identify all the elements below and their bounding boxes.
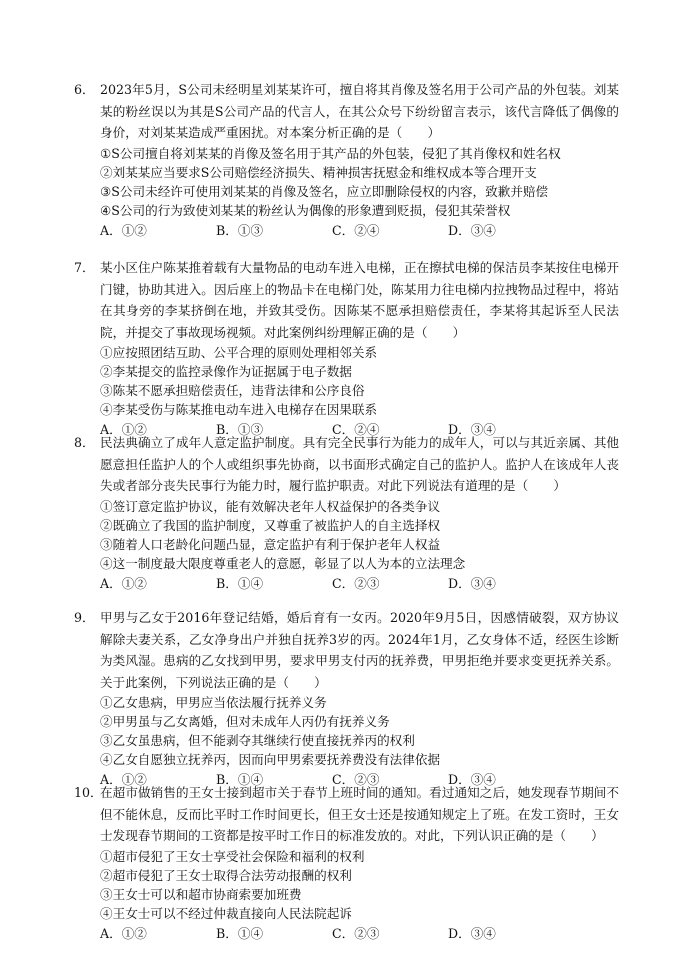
choice-b: B．①③ <box>216 222 264 238</box>
option-1: ①S公司擅自将刘某某的肖像及签名用于其产品的外包装，侵犯了其肖像权和姓名权 <box>100 145 561 161</box>
option-3: ③随着人口老龄化问题凸显，意定监护有利于保护老年人权益 <box>100 536 441 552</box>
option-2: ②甲男虽与乙女离婚，但对未成年人丙仍有抚养义务 <box>100 714 390 730</box>
question-stem: 某小区住户陈某推着载有大量物品的电动车进入电梯，正在擦拭电梯的保洁员李某按住电梯开门键，协助其进入。因后座上的物品卡在电梯门处，陈某用力往电梯内拉拽物品过程中，将站在其身旁的李某挤倒在地，并致其受伤。因陈某不愿承担赔偿责任，李某将其起诉至人民法院，并提交了事故现场视频。对此案例纠纷理解正确的是（ ） <box>100 260 619 340</box>
choice-c: C．②③ <box>332 925 380 941</box>
choice-a: A．①② <box>100 222 147 238</box>
choice-a: A．①② <box>100 772 147 788</box>
option-4: ④李某受伤与陈某推电动车进入电梯存在因果联系 <box>100 402 378 418</box>
option-3: ③乙女虽患病，但不能剥夺其继续行使直接抚养丙的权利 <box>100 733 415 749</box>
question-number: 8． <box>74 435 95 450</box>
option-1: ①超市侵犯了王女士享受社会保险和福利的权利 <box>100 848 365 864</box>
choice-d: D．③④ <box>448 422 496 438</box>
question-stem: 2023年5月，S公司未经明星刘某某许可，擅自将其肖像及签名用于公司产品的外包装。刘某某的粉丝误以为其是S公司产品的代言人，在其公众号下纷纷留言表示，该代言降低了偶像的身价，对刘某某造成严重困扰。对本案分析正确的是（ ） <box>100 82 619 141</box>
choice-d: D．③④ <box>448 925 496 941</box>
question-9 <box>74 607 619 790</box>
option-2: ②刘某某应当要求S公司赔偿经济损失、精神损害抚慰金和维权成本等合理开支 <box>100 164 537 180</box>
question-stem: 在超市做销售的王女士接到超市关于春节上班时间的通知。看过通知之后，她发现春节期间不但不能休息，反而比平时工作时间更长，但王女士还是按通知规定上了班。在发工资时，王女士发现春节期间的工资都是按平时工作日的标准发放的。对此，下列认识正确的是（ ） <box>100 785 619 844</box>
choice-a: A．①② <box>100 925 147 941</box>
option-1: ①签订意定监护协议，能有效解决老年人权益保护的各类争议 <box>100 498 441 514</box>
choice-b: B．①③ <box>216 422 264 438</box>
option-4: ④S公司的行为致使刘某某的粉丝认为偶像的形象遭到贬损，侵犯其荣誉权 <box>100 202 511 218</box>
choice-c: C．②③ <box>332 772 380 788</box>
choice-c: C．②③ <box>332 575 380 591</box>
question-number: 10． <box>74 785 103 800</box>
answer-choices <box>100 924 619 944</box>
option-2: ②超市侵犯了王女士取得合法劳动报酬的权利 <box>100 867 352 883</box>
question-stem: 甲男与乙女于2016年登记结婚，婚后育有一女丙。2020年9月5日，因感情破裂，双方协议解除夫妻关系，乙女净身出户并独自抚养3岁的丙。2024年1月，乙女身体不适，经医生诊断为类风湿。患病的乙女找到甲男，要求甲男支付丙的抚养费，甲男拒绝并要求变更抚养关系。关于此案例，下列说法正确的是（ ） <box>100 610 619 690</box>
question-number: 6． <box>74 82 95 97</box>
question-number: 9． <box>74 610 95 625</box>
option-4: ④乙女自愿独立抚养丙，因而向甲男索要抚养费没有法律依据 <box>100 752 441 768</box>
option-3: ③陈某不愿承担赔偿责任，违背法律和公序良俗 <box>100 383 365 399</box>
choice-d: D．③④ <box>448 222 496 238</box>
choice-c: C．②④ <box>332 222 380 238</box>
option-2: ②李某提交的监控录像作为证据属于电子数据 <box>100 364 352 380</box>
option-2: ②既确立了我国的监护制度，又尊重了被监护人的自主选择权 <box>100 517 441 533</box>
choice-c: C．②④ <box>332 422 380 438</box>
choice-d: D．③④ <box>448 772 496 788</box>
question-8 <box>74 432 619 594</box>
option-3: ③S公司未经许可使用刘某某的肖像及签名，应立即删除侵权的内容，致歉并赔偿 <box>100 183 549 199</box>
option-4: ④王女士可以不经过仲裁直接向人民法院起诉 <box>100 905 352 921</box>
question-10 <box>74 782 619 944</box>
option-1: ①应按照团结互助、公平合理的原则处理相邻关系 <box>100 345 378 361</box>
question-7 <box>74 257 619 440</box>
choice-b: B．①④ <box>216 772 264 788</box>
question-stem: 民法典确立了成年人意定监护制度。具有完全民事行为能力的成年人，可以与其近亲属、其他愿意担任监护人的个人或组织事先协商，以书面形式确定自己的监护人。监护人在该成年人丧失或者部分丧失民事行为能力时，履行监护职责。对此下列说法有道理的是（ ） <box>100 435 619 494</box>
question-number: 7． <box>74 260 95 275</box>
option-4: ④这一制度最大限度尊重老人的意愿，彰显了以人为本的立法理念 <box>100 555 466 571</box>
answer-choices <box>100 574 619 594</box>
answer-choices <box>100 221 619 241</box>
choice-d: D．③④ <box>448 575 496 591</box>
question-6 <box>74 79 619 241</box>
choice-a: A．①② <box>100 575 147 591</box>
choice-a: A．①② <box>100 422 147 438</box>
option-1: ①乙女患病，甲男应当依法履行抚养义务 <box>100 695 327 711</box>
choice-b: B．①④ <box>216 925 264 941</box>
option-3: ③王女士可以和超市协商索要加班费 <box>100 886 302 902</box>
choice-b: B．①④ <box>216 575 264 591</box>
